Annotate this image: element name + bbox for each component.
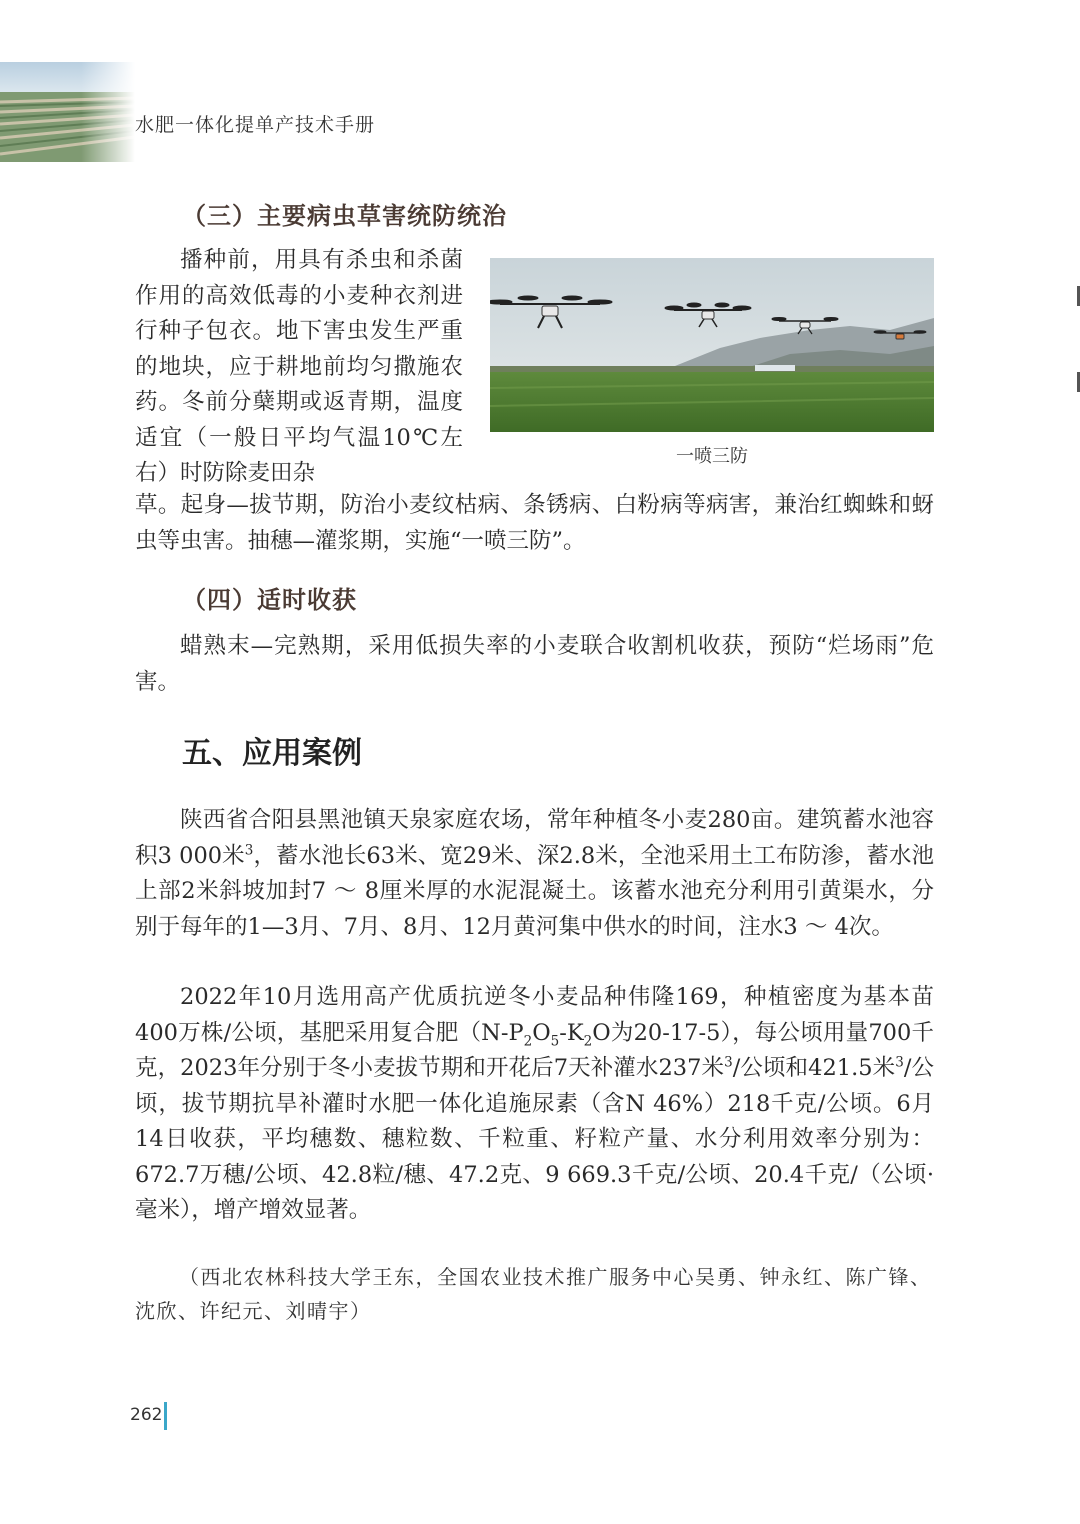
page-number: 262: [130, 1405, 163, 1425]
paragraph-pest-control-wrapped: 播种前，用具有杀虫和杀菌作用的高效低毒的小麦种衣剂进行种子包衣。地下害虫发生严重的地块，应于耕地前均匀撒施农药。冬前分蘖期或返青期，温度适宜（一般日平均气温10℃左右）时防除麦田杂: [135, 247, 463, 486]
section-heading-harvest: （四）适时收获: [182, 586, 357, 614]
photo-caption: 一喷三防: [676, 446, 748, 467]
paragraph-case-results: 2022年10月选用高产优质抗逆冬小麦品种伟隆169，种植密度为基本苗400万株/公顷，基肥采用复合肥（$N-P_2O_5-K_2O$为20-17-5），每公顷用量700千克，2023年分别于冬小麦拔节期和开花后7天补灌水237米$^3$/公顷和421.5米$^3$/公顷，拔节期抗旱补灌时水肥一体化追施尿素（含N 46%）218千克/公顷。6月14日收获，平均穗数、穗粒数、千粒重、籽粒产量、水分利用效率分别为：672.7万穗/公顷、42.8粒/穗、47.2克、9 669.3千克/公顷、20.4千克/（公顷·毫米），增产增效显著。: [135, 984, 934, 1223]
page-number-accent-bar: [164, 1402, 167, 1430]
paragraph-case-reservoir: 陕西省合阳县黑池镇天泉家庭农场，常年种植冬小麦280亩。建筑蓄水池容积3 000米$^3$，蓄水池长63米、宽29米、深2.8米，全池采用土工布防渗，蓄水池上部2米斜坡加封7 ～ 8厘米厚的水泥混凝土。该蓄水池充分利用引黄渠水，分别于每年的1—3月、7月、8月、12月黄河集中供水的时间，注水3 ～ 4次。: [135, 807, 935, 940]
running-header-title: 水肥一体化提单产技术手册: [135, 114, 376, 136]
chapter-heading-application-case: 五、应用案例: [182, 736, 362, 771]
section-heading-pest-control: （三）主要病虫草害统防统治: [182, 202, 507, 230]
drone-spraying-photo: [490, 258, 934, 432]
author-attribution: （西北农林科技大学王东，全国农业技术推广服务中心吴勇、钟永红、陈广锋、沈欣、许纪元、刘晴宇）: [135, 1265, 932, 1323]
paragraph-harvest: 蜡熟末—完熟期，采用低损失率的小麦联合收割机收获，预防“烂场雨”危害。: [135, 633, 934, 695]
header-field-image: [0, 62, 135, 162]
paragraph-pest-control-continued: 草。起身—拔节期，防治小麦纹枯病、条锈病、白粉病等病害，兼治红蜘蛛和蚜虫等虫害。抽穗—灌浆期，实施“一喷三防”。: [135, 492, 934, 554]
